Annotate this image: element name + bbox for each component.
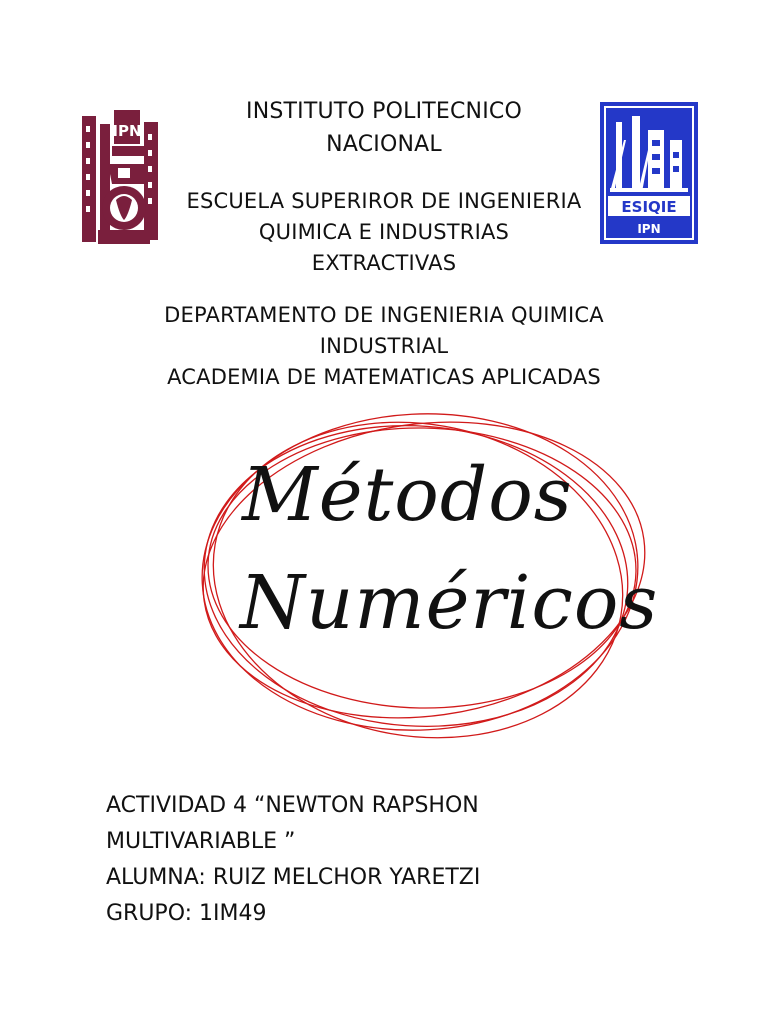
department-name xyxy=(0,300,768,393)
activity-title-cont: MULTIVARIABLE ” xyxy=(106,829,296,854)
svg-text:ESIQIE: ESIQIE xyxy=(621,198,677,216)
title-block xyxy=(190,400,659,750)
institute-line: INSTITUTO POLITECNICO xyxy=(246,99,522,124)
school-line: QUIMICA E INDUSTRIAS xyxy=(258,220,510,244)
institute-line: NACIONAL xyxy=(326,132,442,157)
institute-name xyxy=(0,95,768,161)
svg-text:IPN: IPN xyxy=(112,122,142,140)
student-name: ALUMNA: RUIZ MELCHOR YARETZI xyxy=(106,865,481,890)
title-line-1: Métodos xyxy=(242,452,573,538)
group: GRUPO: 1IM49 xyxy=(106,901,267,926)
school-line: EXTRACTIVAS xyxy=(311,251,457,275)
school-line: ESCUELA SUPERIROR DE INGENIERIA xyxy=(186,189,582,213)
school-name xyxy=(0,186,768,279)
activity-info xyxy=(106,788,480,932)
title-line-2: Numéricos xyxy=(240,560,659,646)
svg-text:IPN: IPN xyxy=(637,222,661,236)
department-line: DEPARTAMENTO DE INGENIERIA QUIMICA xyxy=(164,303,604,327)
activity-title: ACTIVIDAD 4 “NEWTON RAPSHON xyxy=(106,793,479,818)
department-line: INDUSTRIAL xyxy=(319,334,449,358)
academy-line: ACADEMIA DE MATEMATICAS APLICADAS xyxy=(167,365,601,389)
